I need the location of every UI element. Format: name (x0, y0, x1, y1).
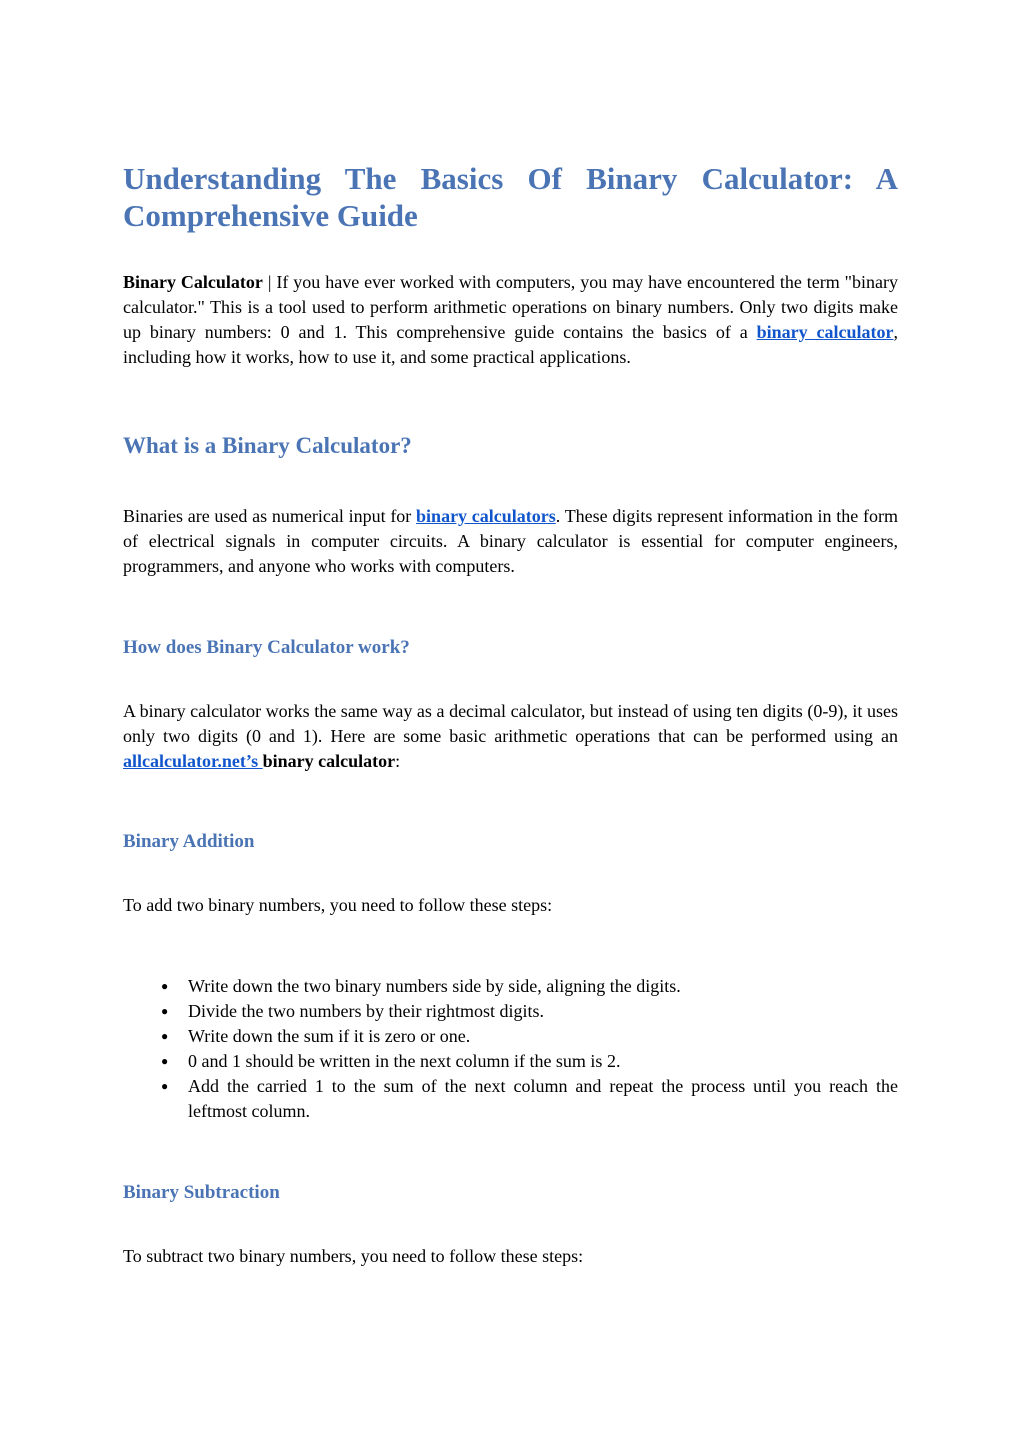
intro-text-1: | If you have ever worked with computers, you may have encountered the term "binary calculator." This is a tool used to perform arithmetic operations on binary numbers. Only two digits make up binary numbers: 0 and 1. This comprehensive guide contains the basics of a (123, 272, 898, 342)
list-item (123, 1049, 898, 1074)
list-item-text: Write down the two binary numbers side by side, aligning the digits. (188, 976, 681, 996)
how-works-text-2: : (395, 751, 401, 771)
addition-intro: To add two binary numbers, you need to follow these steps: (123, 895, 553, 915)
binary-calculators-link[interactable]: binary calculators (416, 506, 556, 526)
how-works-bold: binary calculator (262, 751, 396, 771)
bullet-icon: ● (161, 1029, 169, 1043)
list-item-text: Add the carried 1 to the sum of the next column and repeat the process until you reach the leftmost column. (188, 1076, 898, 1121)
what-is-heading: What is a Binary Calculator? (123, 433, 412, 458)
intro-lead-bold: Binary Calculator (123, 272, 263, 292)
binary-addition-heading: Binary Addition (123, 831, 255, 852)
subtraction-intro: To subtract two binary numbers, you need to follow these steps: (123, 1246, 584, 1266)
list-item (123, 999, 898, 1024)
list-item-text: Write down the sum if it is zero or one. (188, 1026, 471, 1046)
intro-text-2: , including how it works, how to use it, and some practical applications. (123, 322, 898, 367)
list-item-text: 0 and 1 should be written in the next column if the sum is 2. (188, 1051, 621, 1071)
how-works-paragraph (123, 699, 898, 774)
allcalculator-link[interactable]: allcalculator.net’s (123, 751, 263, 771)
what-is-paragraph (123, 504, 898, 579)
how-works-text-1: A binary calculator works the same way as a decimal calculator, but instead of using ten digits (0-9), it uses only two digits (0 and 1). Here are some basic arithmetic operations that can be performed using an (123, 701, 898, 746)
what-is-text-1: Binaries are used as numerical input for (123, 506, 417, 526)
intro-paragraph (123, 270, 898, 370)
bullet-icon: ● (161, 979, 169, 993)
bullet-icon: ● (161, 1004, 169, 1018)
bullet-icon: ● (161, 1079, 169, 1093)
binary-subtraction-heading: Binary Subtraction (123, 1182, 280, 1203)
list-item (123, 1074, 898, 1124)
what-is-text-2: . These digits represent information in the form of electrical signals in computer circuits. A binary calculator is essential for computer engineers, programmers, and anyone who works with computers. (123, 506, 898, 576)
list-item (123, 1024, 898, 1049)
list-item-text: Divide the two numbers by their rightmost digits. (188, 1001, 544, 1021)
binary-calculator-link[interactable]: binary calculator (756, 322, 894, 342)
how-works-heading: How does Binary Calculator work? (123, 637, 410, 658)
bullet-icon: ● (161, 1054, 169, 1068)
addition-steps-list (123, 974, 898, 1124)
document-title: Understanding The Basics Of Binary Calculator: A Comprehensive Guide (123, 161, 898, 233)
list-item (123, 974, 898, 999)
